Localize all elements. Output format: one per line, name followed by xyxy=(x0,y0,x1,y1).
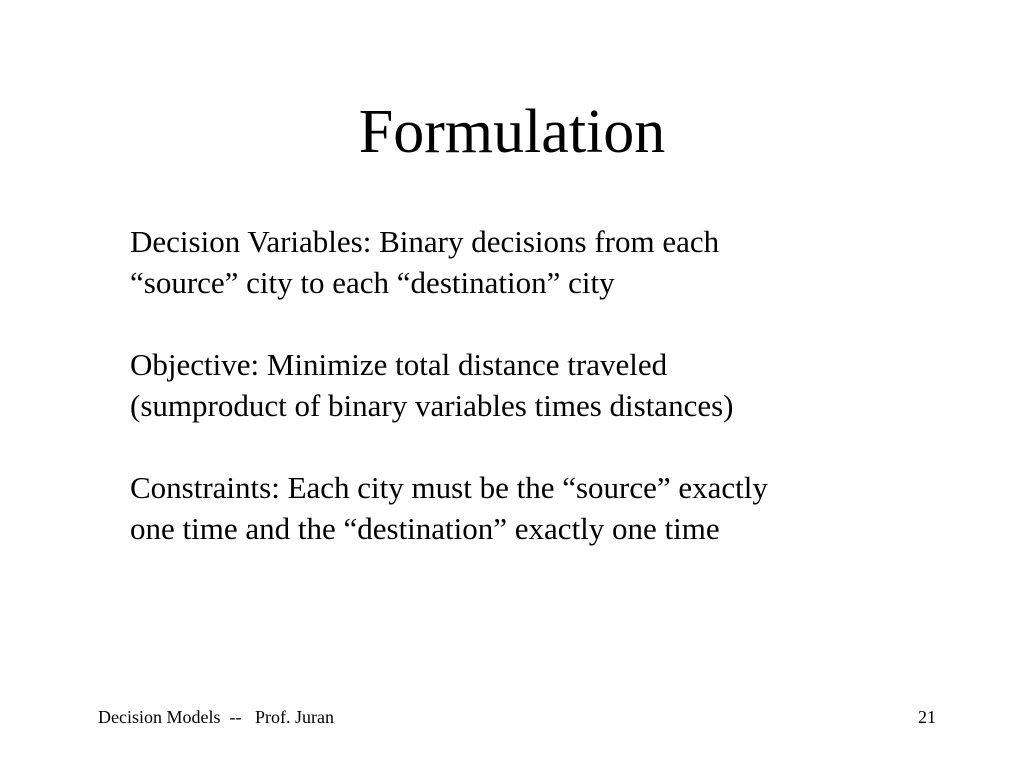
paragraph-line: one time and the “destination” exactly one time xyxy=(130,511,720,546)
paragraph-constraints xyxy=(130,467,970,549)
paragraph-objective xyxy=(130,344,970,426)
slide-title: Formulation xyxy=(358,98,666,166)
paragraph-line: Objective: Minimize total distance traveled xyxy=(130,347,668,382)
footer-course-author: Decision Models -- Prof. Juran xyxy=(98,707,334,727)
paragraph-decision-variables xyxy=(130,221,970,303)
slide-body xyxy=(130,221,970,590)
paragraph-line: “source” city to each “destination” city xyxy=(130,265,615,300)
paragraph-line: (sumproduct of binary variables times distances) xyxy=(130,388,734,423)
footer-page-number: 21 xyxy=(918,707,936,727)
paragraph-line: Constraints: Each city must be the “source” exactly xyxy=(130,470,768,505)
paragraph-line: Decision Variables: Binary decisions from each xyxy=(130,224,720,259)
